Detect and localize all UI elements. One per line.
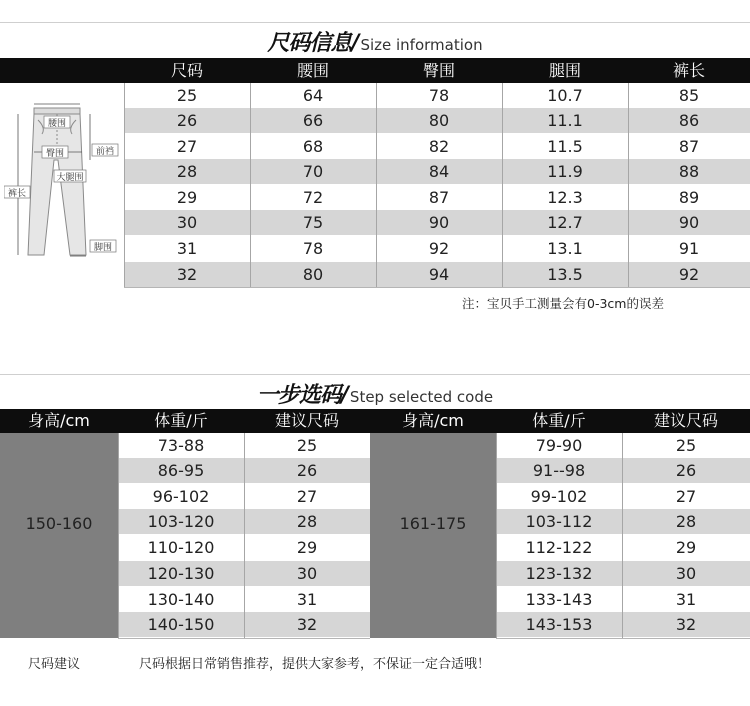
cell-size: 28 bbox=[176, 162, 198, 181]
table-row bbox=[496, 433, 750, 458]
table-row bbox=[124, 108, 750, 133]
cell-size: 25 bbox=[176, 86, 198, 105]
cell-thigh: 12.3 bbox=[547, 188, 583, 207]
cell-suggested-size: 31 bbox=[296, 590, 318, 609]
cell-weight: 99-102 bbox=[530, 487, 588, 506]
cell-suggested-size: 27 bbox=[675, 487, 697, 506]
table-bottom-border bbox=[118, 638, 370, 639]
table-row bbox=[124, 210, 750, 235]
cell-waist: 70 bbox=[302, 162, 324, 181]
cell-suggested-size: 25 bbox=[296, 436, 318, 455]
cell-size: 32 bbox=[176, 265, 198, 284]
cell-waist: 72 bbox=[302, 188, 324, 207]
height-group-2 bbox=[370, 433, 496, 638]
header-weight: 体重/斤 bbox=[154, 411, 208, 430]
cell-length: 86 bbox=[678, 111, 700, 130]
size-table-header bbox=[0, 58, 750, 83]
cell-suggested-size: 30 bbox=[675, 564, 697, 583]
label-hem: 脚围 bbox=[93, 243, 113, 253]
step-select-title bbox=[0, 378, 750, 409]
table-row bbox=[496, 612, 750, 637]
height-range: 161-175 bbox=[399, 514, 467, 533]
cell-suggested-size: 32 bbox=[675, 615, 697, 634]
cell-size: 26 bbox=[176, 111, 198, 130]
height-group-1 bbox=[0, 433, 118, 638]
cell-hip: 84 bbox=[428, 162, 450, 181]
cell-length: 90 bbox=[678, 213, 700, 232]
header-size: 尺码 bbox=[170, 61, 203, 80]
step-table-header bbox=[0, 409, 750, 433]
measurement-note: 注：宝贝手工测量会有0-3cm的误差 bbox=[462, 296, 664, 311]
label-thigh: 大腿围 bbox=[56, 173, 84, 183]
header-hip: 臀围 bbox=[422, 61, 455, 80]
pants-illustration bbox=[4, 100, 124, 270]
cell-weight: 123-132 bbox=[525, 564, 593, 583]
table-row bbox=[124, 262, 750, 287]
cell-weight: 103-120 bbox=[147, 512, 215, 531]
cell-length: 92 bbox=[678, 265, 700, 284]
table-bottom-border bbox=[496, 638, 750, 639]
cell-thigh: 11.1 bbox=[547, 111, 583, 130]
table-row bbox=[124, 159, 750, 184]
cell-suggested-size: 31 bbox=[675, 590, 697, 609]
cell-weight: 112-122 bbox=[525, 538, 593, 557]
table-row bbox=[496, 561, 750, 586]
label-length: 裤长 bbox=[7, 189, 27, 199]
table-row bbox=[124, 185, 750, 210]
step-select-title-en: Step selected code bbox=[349, 388, 494, 406]
cell-suggested-size: 25 bbox=[675, 436, 697, 455]
table-row bbox=[496, 458, 750, 483]
cell-thigh: 12.7 bbox=[547, 213, 583, 232]
cell-waist: 68 bbox=[302, 137, 324, 156]
cell-thigh: 11.5 bbox=[547, 137, 583, 156]
section-divider bbox=[0, 374, 750, 375]
cell-size: 27 bbox=[176, 137, 198, 156]
cell-size: 30 bbox=[176, 213, 198, 232]
cell-weight: 73-88 bbox=[157, 436, 205, 455]
table-row bbox=[496, 509, 750, 534]
column-divider bbox=[118, 433, 119, 638]
cell-weight: 96-102 bbox=[152, 487, 210, 506]
header-suggested-size: 建议尺码 bbox=[274, 411, 339, 430]
cell-hip: 82 bbox=[428, 137, 450, 156]
cell-hip: 92 bbox=[428, 239, 450, 258]
height-range: 150-160 bbox=[25, 514, 93, 533]
cell-weight: 86-95 bbox=[157, 461, 205, 480]
cell-suggested-size: 30 bbox=[296, 564, 318, 583]
cell-weight: 110-120 bbox=[147, 538, 215, 557]
column-divider bbox=[622, 433, 623, 638]
cell-weight: 103-112 bbox=[525, 512, 593, 531]
cell-size: 29 bbox=[176, 188, 198, 207]
cell-suggested-size: 28 bbox=[675, 512, 697, 531]
cell-length: 87 bbox=[678, 137, 700, 156]
header-height: 身高/cm bbox=[28, 411, 90, 430]
cell-weight: 143-153 bbox=[525, 615, 593, 634]
column-divider bbox=[376, 83, 377, 288]
header-height: 身高/cm bbox=[402, 411, 464, 430]
cell-thigh: 11.9 bbox=[547, 162, 583, 181]
size-advice-text: 尺码根据日常销售推荐，提供大家参考，不保证一定合适哦！ bbox=[139, 657, 491, 672]
column-divider bbox=[502, 83, 503, 288]
cell-waist: 64 bbox=[302, 86, 324, 105]
step-select-title-zh: 一步选码/ bbox=[256, 383, 348, 408]
column-divider bbox=[628, 83, 629, 288]
pants-measurement-diagram bbox=[4, 100, 124, 270]
cell-waist: 78 bbox=[302, 239, 324, 258]
size-info-title bbox=[0, 26, 750, 57]
cell-hip: 90 bbox=[428, 213, 450, 232]
cell-suggested-size: 28 bbox=[296, 512, 318, 531]
cell-length: 89 bbox=[678, 188, 700, 207]
cell-weight: 79-90 bbox=[535, 436, 583, 455]
size-info-title-en: Size information bbox=[360, 36, 483, 54]
cell-length: 88 bbox=[678, 162, 700, 181]
cell-hip: 94 bbox=[428, 265, 450, 284]
header-thigh: 腿围 bbox=[548, 61, 581, 80]
label-front-rise: 前裆 bbox=[95, 147, 115, 157]
cell-waist: 66 bbox=[302, 111, 324, 130]
cell-thigh: 10.7 bbox=[547, 86, 583, 105]
cell-weight: 133-143 bbox=[525, 590, 593, 609]
cell-suggested-size: 27 bbox=[296, 487, 318, 506]
column-divider bbox=[244, 433, 245, 638]
table-row bbox=[496, 587, 750, 612]
label-hip: 臀围 bbox=[45, 149, 65, 159]
cell-suggested-size: 32 bbox=[296, 615, 318, 634]
cell-weight: 120-130 bbox=[147, 564, 215, 583]
cell-thigh: 13.1 bbox=[547, 239, 583, 258]
cell-suggested-size: 26 bbox=[675, 461, 697, 480]
cell-length: 91 bbox=[678, 239, 700, 258]
table-row bbox=[496, 484, 750, 509]
cell-suggested-size: 29 bbox=[675, 538, 697, 557]
header-waist: 腰围 bbox=[296, 61, 329, 80]
size-info-title-zh: 尺码信息/ bbox=[267, 31, 359, 56]
cell-weight: 130-140 bbox=[147, 590, 215, 609]
header-suggested-size: 建议尺码 bbox=[653, 411, 718, 430]
cell-hip: 78 bbox=[428, 86, 450, 105]
size-advice-label: 尺码建议 bbox=[28, 657, 81, 672]
cell-suggested-size: 26 bbox=[296, 461, 318, 480]
header-weight: 体重/斤 bbox=[532, 411, 586, 430]
cell-weight: 140-150 bbox=[147, 615, 215, 634]
header-length: 裤长 bbox=[672, 61, 705, 80]
top-divider bbox=[0, 22, 750, 23]
cell-thigh: 13.5 bbox=[547, 265, 583, 284]
label-waist: 腰围 bbox=[47, 119, 67, 129]
table-row bbox=[124, 134, 750, 159]
column-divider bbox=[250, 83, 251, 288]
cell-hip: 80 bbox=[428, 111, 450, 130]
table-row bbox=[496, 535, 750, 560]
column-divider bbox=[124, 83, 125, 288]
cell-length: 85 bbox=[678, 86, 700, 105]
column-divider bbox=[496, 433, 497, 638]
cell-waist: 75 bbox=[302, 213, 324, 232]
cell-suggested-size: 29 bbox=[296, 538, 318, 557]
table-row bbox=[124, 83, 750, 108]
cell-weight: 91--98 bbox=[532, 461, 586, 480]
cell-hip: 87 bbox=[428, 188, 450, 207]
table-bottom-border bbox=[124, 287, 750, 288]
cell-waist: 80 bbox=[302, 265, 324, 284]
cell-size: 31 bbox=[176, 239, 198, 258]
table-row bbox=[124, 236, 750, 261]
